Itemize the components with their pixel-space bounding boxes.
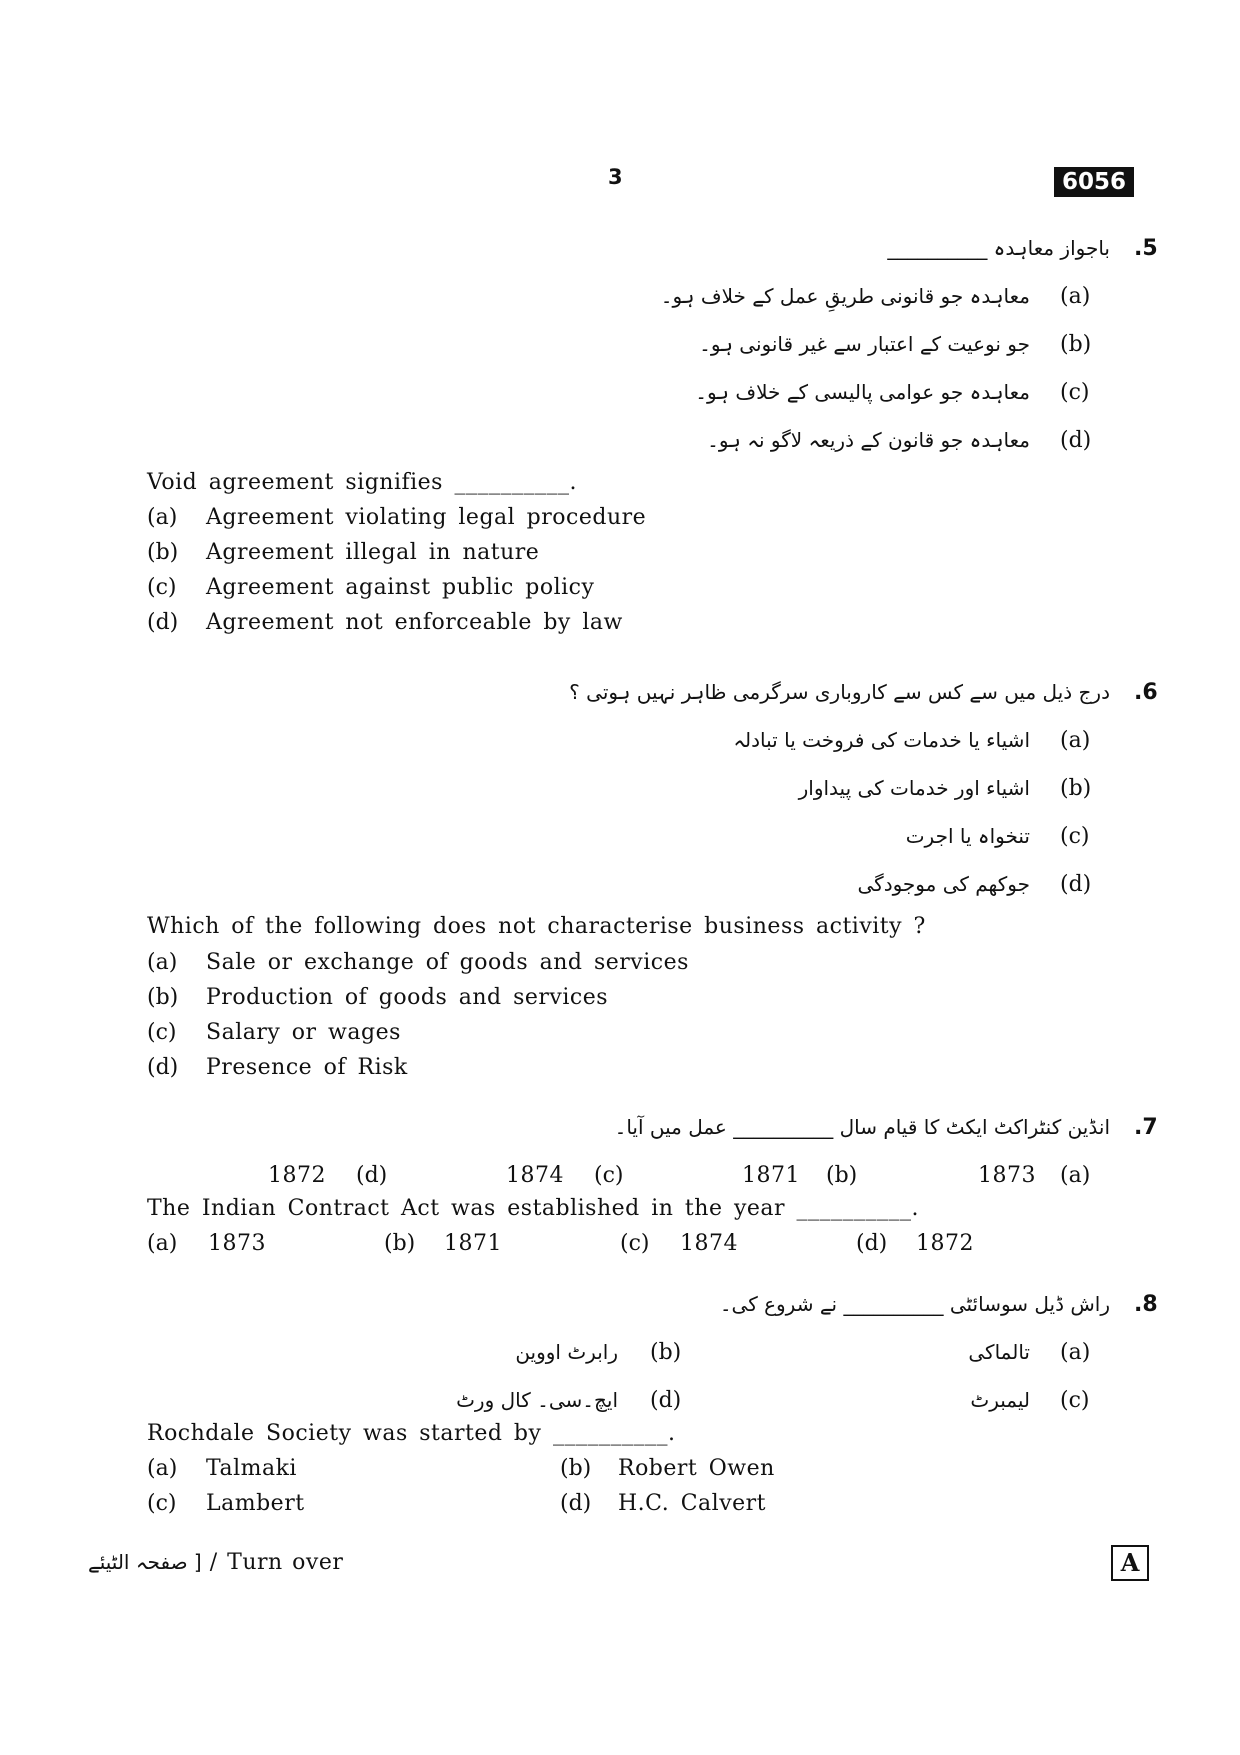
urdu-option-text: 1874 — [506, 1163, 564, 1188]
english-option-text: 1871 — [444, 1231, 502, 1256]
urdu-question-text: درج ذیل میں سے کس سے کاروباری سرگرمی ظاہر نہیں ہوتی ؟ — [569, 680, 1110, 704]
urdu-option-label: (a) — [1060, 728, 1091, 753]
urdu-option-text: اشیاء یا خدمات کی فروخت یا تبادلہ — [733, 728, 1030, 752]
english-option-label: (d) — [147, 610, 179, 635]
page-number: 3 — [608, 165, 623, 189]
english-option-text: Agreement violating legal procedure — [206, 505, 647, 530]
english-option-text: Agreement not enforceable by law — [206, 610, 623, 635]
turn-over-english: / Turn over — [209, 1550, 344, 1575]
english-option-text: 1874 — [680, 1231, 738, 1256]
urdu-option-text: رابرٹ اووین — [515, 1340, 618, 1364]
urdu-question-text: راش ڈیل سوسائٹی __________ نے شروع کی۔ — [719, 1292, 1110, 1316]
english-option-text: Lambert — [206, 1491, 305, 1516]
english-option-label: (a) — [147, 1231, 178, 1256]
english-question-text: The Indian Contract Act was established in the year __________. — [147, 1196, 920, 1221]
urdu-option-label: (c) — [1060, 380, 1090, 405]
urdu-option-text: 1873 — [978, 1163, 1036, 1188]
urdu-option-text: ایچ۔سی۔ کال ورٹ — [456, 1388, 618, 1412]
urdu-option-label: (c) — [1060, 1388, 1090, 1413]
urdu-option-label: (d) — [1060, 872, 1092, 897]
urdu-option-text: تالماکی — [968, 1340, 1030, 1364]
urdu-option-label: (b) — [650, 1340, 682, 1365]
english-option-label: (a) — [147, 1456, 178, 1481]
english-option-text: 1872 — [916, 1231, 974, 1256]
urdu-option-label: (a) — [1060, 1340, 1091, 1365]
urdu-option-text: لیمبرٹ — [970, 1388, 1030, 1412]
english-option-text: H.C. Calvert — [618, 1491, 767, 1516]
english-option-text: Production of goods and services — [206, 985, 609, 1010]
english-option-label: (a) — [147, 505, 178, 530]
turn-over-urdu: [ صفحہ الٹیئے — [88, 1550, 202, 1574]
urdu-option-label: (a) — [1060, 1163, 1091, 1188]
urdu-option-label: (d) — [1060, 428, 1092, 453]
urdu-question-text: باجواز معاہدہ __________ — [887, 236, 1110, 260]
english-option-label: (d) — [560, 1491, 592, 1516]
english-option-label: (b) — [384, 1231, 416, 1256]
english-option-label: (c) — [620, 1231, 650, 1256]
urdu-option-label: (d) — [356, 1163, 388, 1188]
urdu-option-text: جو نوعیت کے اعتبار سے غیر قانونی ہو۔ — [699, 332, 1030, 356]
english-question-text: Rochdale Society was started by __________. — [147, 1421, 676, 1446]
english-option-label: (b) — [147, 985, 179, 1010]
urdu-option-text: معاہدہ جو قانون کے ذریعہ لاگو نہ ہو۔ — [707, 428, 1030, 452]
english-option-label: (d) — [856, 1231, 888, 1256]
english-option-label: (d) — [147, 1055, 179, 1080]
booklet-series-box: A — [1111, 1545, 1149, 1581]
english-question-text: Void agreement signifies __________. — [147, 470, 577, 495]
urdu-question-text: انڈین کنٹراکٹ ایکٹ کا قیام سال __________ عمل میں آیا۔ — [614, 1115, 1110, 1139]
english-option-text: Robert Owen — [618, 1456, 775, 1481]
urdu-option-text: اشیاء اور خدمات کی پیداوار — [798, 776, 1030, 800]
turn-over-note — [88, 1550, 343, 1575]
english-option-label: (c) — [147, 575, 177, 600]
urdu-option-text: معاہدہ جو عوامی پالیسی کے خلاف ہو۔ — [695, 380, 1030, 404]
urdu-option-label: (a) — [1060, 284, 1091, 309]
urdu-option-text: تنخواہ یا اجرت — [905, 824, 1030, 848]
english-option-text: 1873 — [208, 1231, 266, 1256]
english-option-label: (c) — [147, 1020, 177, 1045]
urdu-option-text: 1872 — [268, 1163, 326, 1188]
english-option-text: Talmaki — [206, 1456, 297, 1481]
question-number: .5 — [1134, 236, 1158, 261]
urdu-option-text: معاہدہ جو قانونی طریقِ عمل کے خلاف ہو۔ — [660, 284, 1030, 308]
question-number: .7 — [1134, 1115, 1158, 1140]
question-number: .6 — [1134, 680, 1158, 705]
english-option-label: (c) — [147, 1491, 177, 1516]
urdu-option-label: (b) — [1060, 332, 1092, 357]
english-option-label: (b) — [560, 1456, 592, 1481]
english-option-text: Sale or exchange of goods and services — [206, 950, 689, 975]
question-number: .8 — [1134, 1292, 1158, 1317]
paper-code-badge: 6056 — [1054, 167, 1134, 197]
english-option-text: Agreement illegal in nature — [206, 540, 540, 565]
urdu-option-label: (b) — [826, 1163, 858, 1188]
english-option-text: Salary or wages — [206, 1020, 401, 1045]
urdu-option-label: (c) — [1060, 824, 1090, 849]
english-question-text: Which of the following does not characterise business activity ? — [147, 914, 926, 939]
urdu-option-text: 1871 — [742, 1163, 800, 1188]
english-option-text: Agreement against public policy — [206, 575, 595, 600]
urdu-option-text: جوکھم کی موجودگی — [857, 872, 1030, 896]
urdu-option-label: (d) — [650, 1388, 682, 1413]
urdu-option-label: (c) — [594, 1163, 624, 1188]
english-option-label: (a) — [147, 950, 178, 975]
english-option-text: Presence of Risk — [206, 1055, 408, 1080]
urdu-option-label: (b) — [1060, 776, 1092, 801]
english-option-label: (b) — [147, 540, 179, 565]
